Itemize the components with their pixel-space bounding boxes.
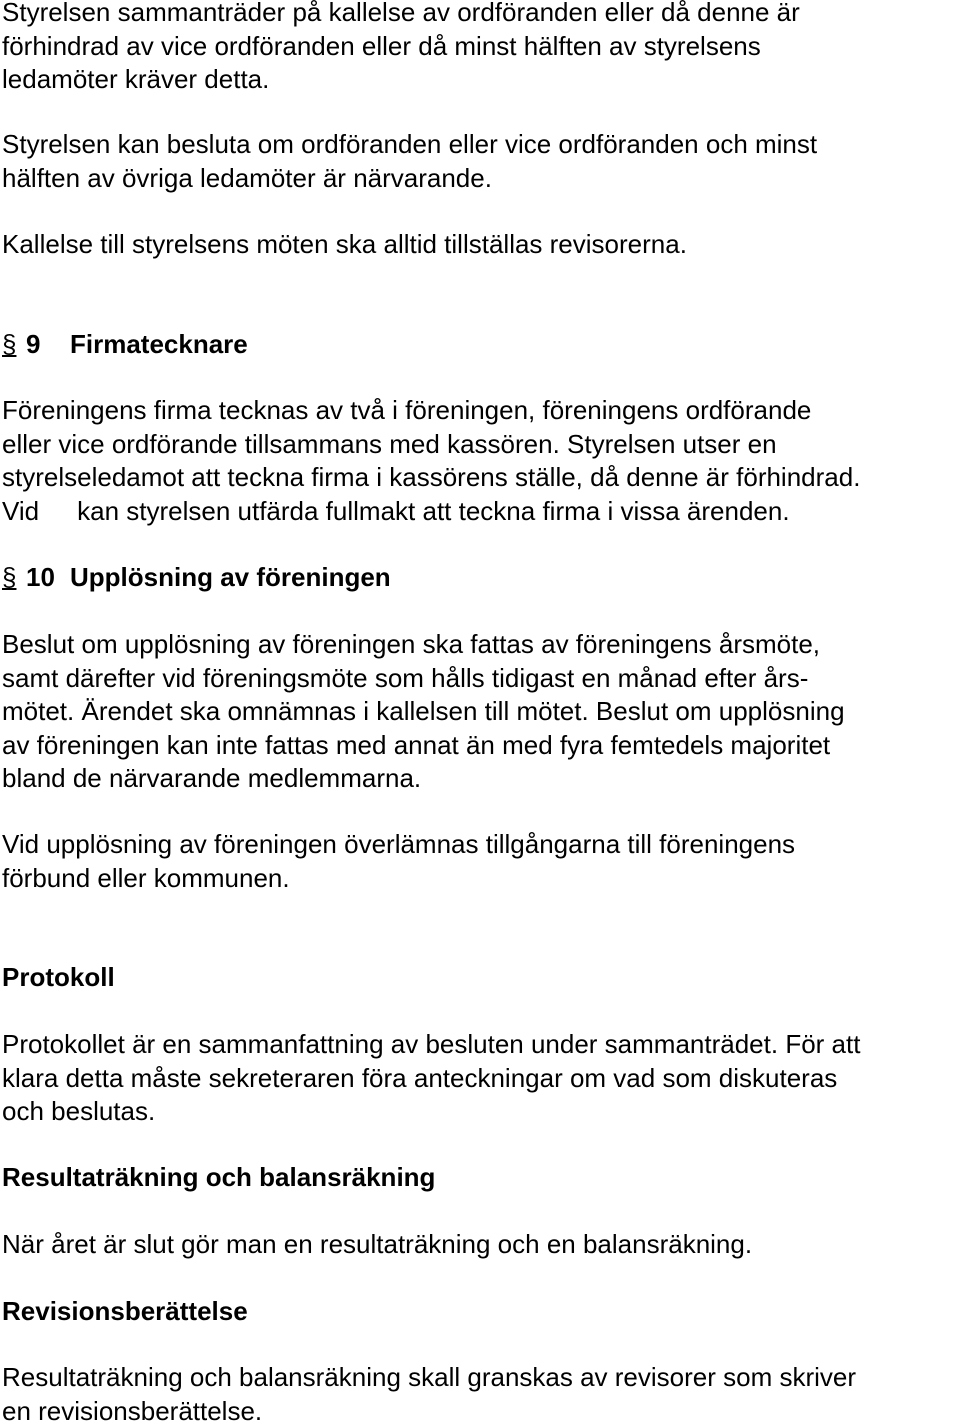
text-line: hälften av övriga ledamöter är närvarande. (2, 162, 958, 196)
section-10-paragraph-1 (2, 628, 958, 796)
section-symbol: § (2, 328, 26, 362)
text-line: Beslut om upplösning av föreningen ska fattas av föreningens årsmöte, (2, 628, 958, 662)
text-line: Styrelsen kan besluta om ordföranden eller vice ordföranden och minst (2, 128, 958, 162)
section-symbol: § (2, 561, 26, 595)
section-title: Upplösning av föreningen (70, 562, 391, 592)
intro-paragraph-1 (2, 0, 958, 97)
intro-paragraph-2 (2, 128, 958, 195)
section-title: Firmatecknare (70, 329, 248, 359)
text-line: eller vice ordförande tillsammans med kassören. Styrelsen utser en (2, 428, 958, 462)
text-line: styrelseledamot att teckna firma i kassörens ställe, då denne är förhindrad. (2, 461, 958, 495)
text-line (2, 495, 958, 529)
text-line: förbund eller kommunen. (2, 862, 958, 896)
text-line: av föreningen kan inte fattas med annat än med fyra femtedels majoritet (2, 729, 958, 763)
section-10-heading (2, 561, 391, 595)
text-fragment: kan styrelsen utfärda fullmakt att teckna firma i vissa ärenden. (77, 496, 789, 526)
text-line: Föreningens firma tecknas av två i föreningen, föreningens ordförande (2, 394, 958, 428)
resultat-heading: Resultaträkning och balansräkning (2, 1161, 435, 1195)
text-line: en revisionsberättelse. (2, 1395, 958, 1428)
text-line: Resultaträkning och balansräkning skall granskas av revisorer som skriver (2, 1361, 958, 1395)
text-line: Kallelse till styrelsens möten ska alltid tillställas revisorerna. (2, 228, 958, 262)
text-line: förhindrad av vice ordföranden eller då minst hälften av styrelsens (2, 30, 958, 64)
text-line: Vid upplösning av föreningen överlämnas tillgångarna till föreningens (2, 828, 958, 862)
revision-heading: Revisionsberättelse (2, 1295, 248, 1329)
text-line: ledamöter kräver detta. (2, 63, 958, 97)
text-line: När året är slut gör man en resultaträkning och en balansräkning. (2, 1228, 958, 1262)
text-line: samt därefter vid föreningsmöte som hålls tidigast en månad efter års- (2, 662, 958, 696)
resultat-body (2, 1228, 958, 1262)
text-line: bland de närvarande medlemmarna. (2, 762, 958, 796)
section-9-heading (2, 328, 248, 362)
section-10-paragraph-2 (2, 828, 958, 895)
section-9-body (2, 394, 958, 528)
text-fragment: Vid (2, 496, 39, 526)
section-number: 10 (26, 561, 70, 595)
text-line: Styrelsen sammanträder på kallelse av ordföranden eller då denne är (2, 0, 958, 30)
text-line: Protokollet är en sammanfattning av besluten under sammanträdet. För att (2, 1028, 958, 1062)
revision-body (2, 1361, 958, 1428)
section-number: 9 (26, 328, 70, 362)
protokoll-heading: Protokoll (2, 961, 115, 995)
text-line: mötet. Ärendet ska omnämnas i kallelsen till mötet. Beslut om upplösning (2, 695, 958, 729)
protokoll-body (2, 1028, 958, 1129)
text-line: och beslutas. (2, 1095, 958, 1129)
intro-paragraph-3 (2, 228, 958, 262)
text-line: klara detta måste sekreteraren föra anteckningar om vad som diskuteras (2, 1062, 958, 1096)
